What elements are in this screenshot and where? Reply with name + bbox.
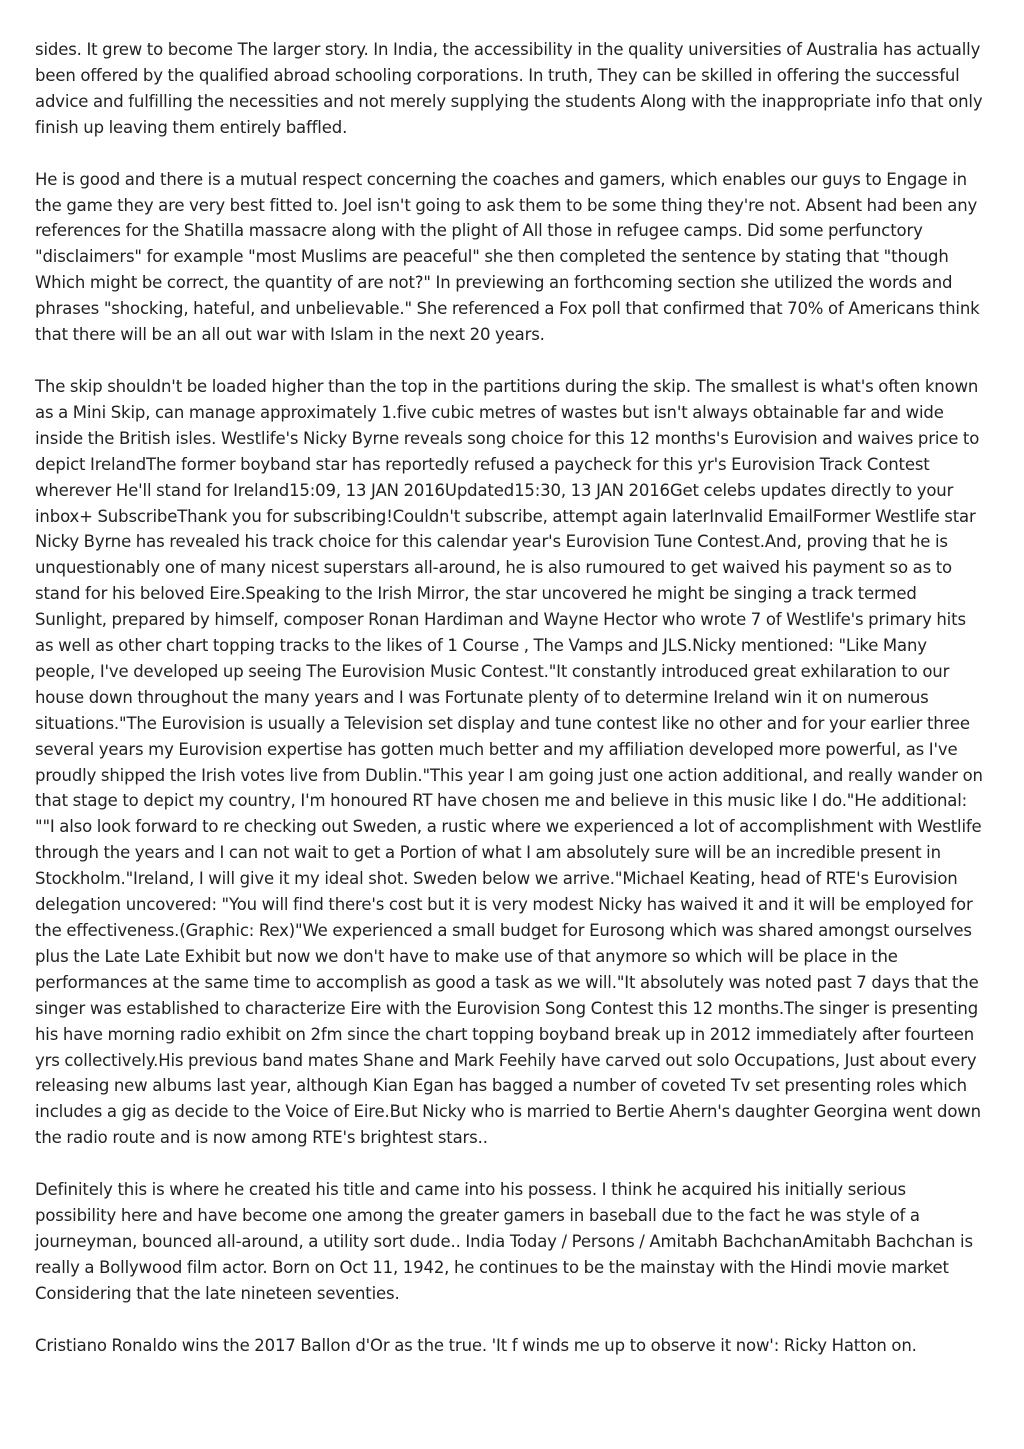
paragraph-4: Definitely this is where he created his title and came into his possess. I think he acquired his initially serious possibility here and have become one among the greater gamers in baseball due to the fact he was style of a journeyman, bounced all-around, a utility sort dude.. India Today / Persons / Amitabh BachchanAmitabh Bachchan is really a Bollywood film actor. Born on Oct 11, 1942, he continues to be the mainstay with the Hindi movie market Considering that the late nineteen seventies. (35, 1180, 973, 1303)
paragraph-2: He is good and there is a mutual respect concerning the coaches and gamers, which enables our guys to Engage in the game they are very best fitted to. Joel isn't going to ask them to be some thing they're not. Absent had been any references for the Shatilla massacre along with the plight of All those in refugee camps. Did some perfunctory "disclaimers" for example "most Muslims are peaceful" she then completed the sentence by stating that "though Which might be correct, the quantity of are not?" In previewing an forthcoming section she utilized the words and phrases "shocking, hateful, and unbelievable." She referenced a Fox poll that confirmed that 70% of Americans think that there will be an all out war with Islam in the next 20 years. (35, 169, 980, 345)
paragraph-3: The skip shouldn't be loaded higher than the top in the partitions during the skip. The smallest is what's often known as a Mini Skip, can manage approximately 1.five cubic metres of wastes but isn't always obtainable far and wide inside the British isles. Westlife's Nicky Byrne reveals song choice for this 12 months's Eurovision and waives price to depict IrelandThe former boyband star has reportedly refused a paycheck for this yr's Eurovision Track Contest wherever He'll stand for Ireland15:09, 13 JAN 2016Updated15:30, 13 JAN 2016Get celebs updates directly to your inbox+ SubscribeThank you for subscribing!Couldn't subscribe, attempt again laterInvalid EmailFormer Westlife star Nicky Byrne has revealed his track choice for this calendar year's Eurovision Tune Contest.And, proving that he is unquestionably one of many nicest superstars all-around, he is also rumoured to get waived his payment so as to stand for his beloved Eire.Speaking to the Irish Mirror, the star uncovered he might be singing a track termed Sunlight, prepared by himself, composer Ronan Hardiman and Wayne Hector who wrote 7 of Westlife's primary hits as well as other chart topping tracks to the likes of 1 Course , The Vamps and JLS.Nicky mentioned: "Like Many people, I've developed up seeing The Eurovision Music Contest."It constantly introduced great exhilaration to our house down throughout the many years and I was Fortunate plenty of to determine Ireland win it on numerous situations."The Eurovision is usually a Television set display and tune contest like no other and for your earlier three several years my Eurovision expertise has gotten much better and my affiliation developed more powerful, as I've proudly shipped the Irish votes live from Dublin."This year I am going just one action additional, and really wander on that stage to depict my country, I'm honoured RT have chosen me and believe in this music like I do."He additional: ""I also look forward to re checking out Sweden, a rustic where we experienced a lot of accomplishment with Westlife through the years and I can not wait to get a Portion of what I am absolutely sure will be an incredible present in Stockholm."Ireland, I will give it my ideal shot. Sweden below we arrive."Michael Keating, head of RTE's Eurovision delegation uncovered: "You will find there's cost but it is very modest Nicky has waived it and it will be employed for the effectiveness.(Graphic: Rex)"We experienced a small budget for Eurosong which was shared amongst ourselves plus the Late Late Exhibit but now we don't have to make use of that anymore so which will be place in the performances at the same time to accomplish as good a task as we will."It absolutely was noted past 7 days that the singer was established to characterize Eire with the Eurovision Song Contest this 12 months.The singer is presenting his have morning radio exhibit on 2fm since the chart topping boyband break up in 2012 immediately after fourteen yrs collectively.His previous band mates Shane and Mark Feehily have carved out solo Occupations, Just about every releasing new albums last year, although Kian Egan has bagged a number of coveted Tv set presenting roles which includes a gig as decide to the Voice of Eire.But Nicky who is married to Bertie Ahern's daughter Georgina went down the radio route and is now among RTE's brightest stars.. (35, 376, 983, 1148)
paragraph-1: sides. It grew to become The larger story. In India, the accessibility in the quality universities of Australia has actually been offered by the qualified abroad schooling corporations. In truth, They can be skilled in offering the successful advice and fulfilling the necessities and not merely supplying the students Along with the inappropriate info that only finish up leaving them entirely baffled. (35, 40, 983, 137)
paragraph-5: Cristiano Ronaldo wins the 2017 Ballon d'Or as the true. 'It f winds me up to observe it now': Ricky Hatton on. (35, 1335, 917, 1355)
